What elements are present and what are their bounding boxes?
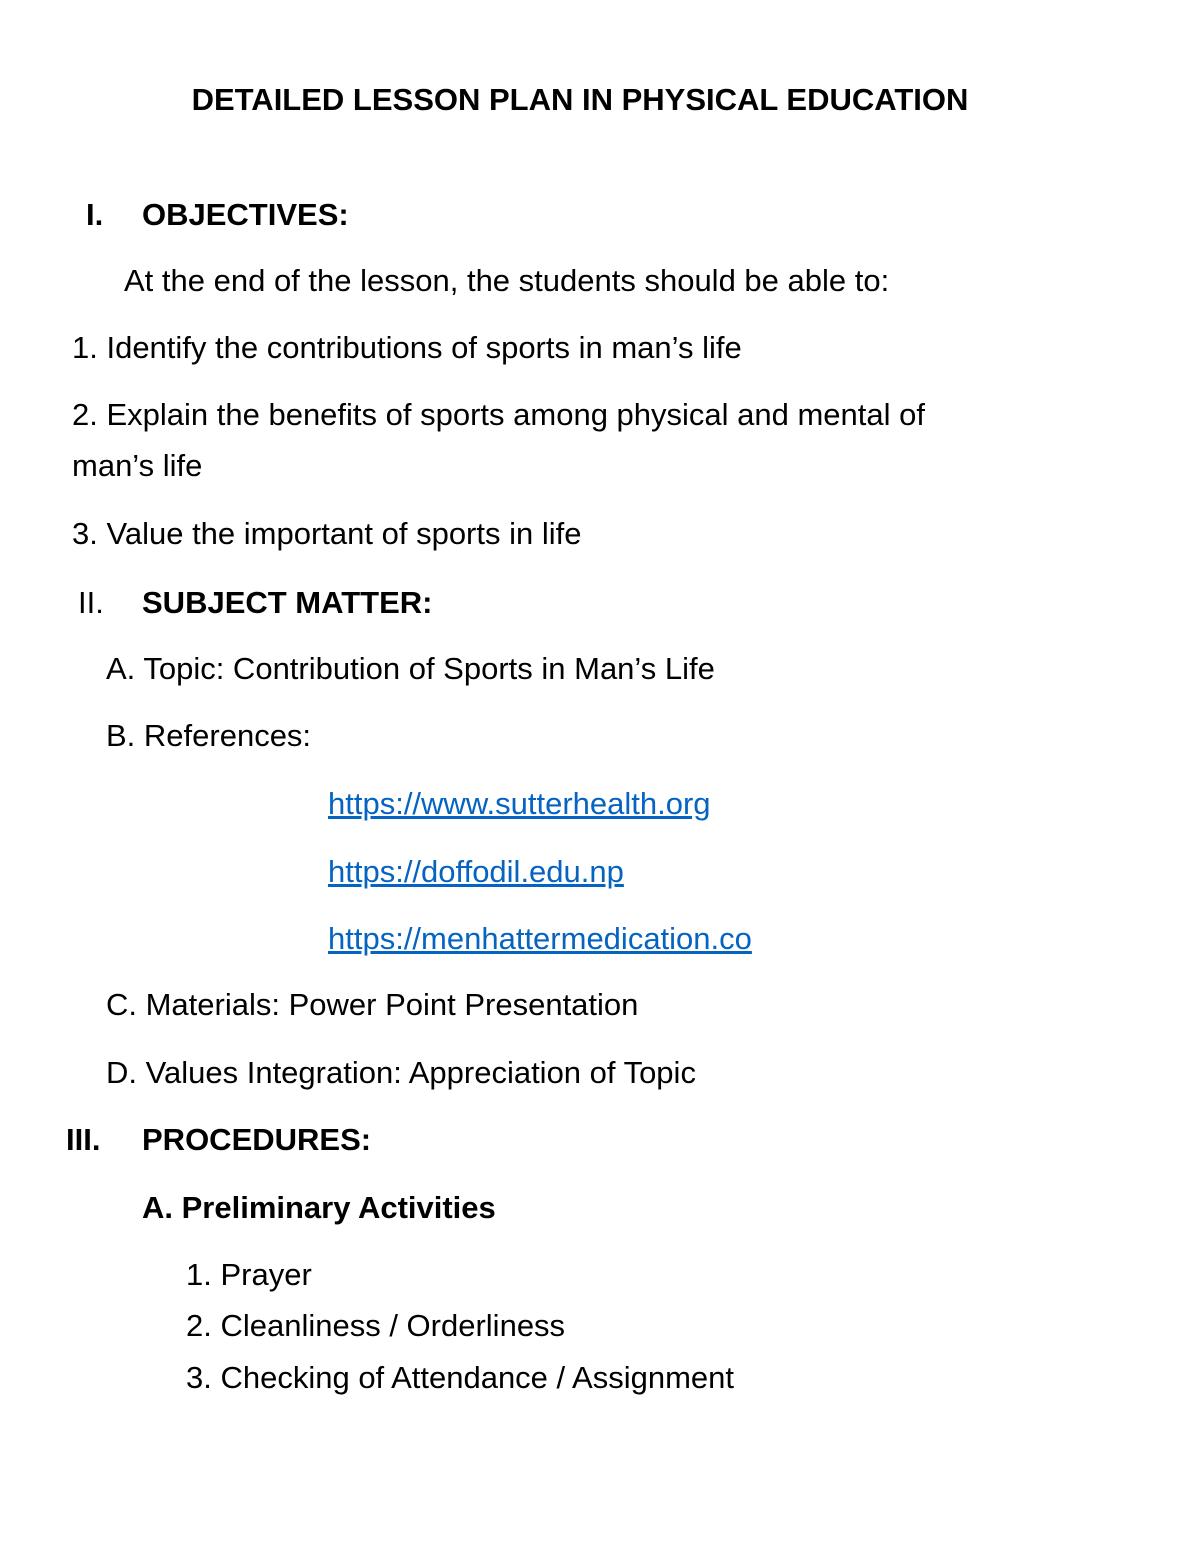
reference-link-1[interactable]: https://www.sutterhealth.org xyxy=(328,786,711,821)
subject-materials: C. Materials: Power Point Presentation xyxy=(106,987,639,1022)
section-heading-objectives: OBJECTIVES: xyxy=(142,197,349,232)
section-numeral-subject-matter: II. xyxy=(78,585,104,620)
subject-topic: A. Topic: Contribution of Sports in Man’s Life xyxy=(106,651,715,686)
document-title: DETAILED LESSON PLAN IN PHYSICAL EDUCATION xyxy=(191,82,969,117)
objective-item-2-continuation: man’s life xyxy=(72,448,203,483)
section-numeral-procedures: III. xyxy=(66,1122,101,1157)
section-heading-procedures: PROCEDURES: xyxy=(142,1122,372,1157)
reference-link-2[interactable]: https://doffodil.edu.np xyxy=(328,854,624,889)
reference-link-1-wrapper xyxy=(328,784,711,824)
reference-link-2-wrapper xyxy=(328,852,624,892)
objective-item-2: 2. Explain the benefits of sports among physical and mental of xyxy=(72,397,925,432)
subject-references-label: B. References: xyxy=(106,718,312,753)
reference-link-3[interactable]: https://menhattermedication.co xyxy=(328,921,752,956)
procedure-item-2: 2. Cleanliness / Orderliness xyxy=(186,1308,566,1343)
section-numeral-objectives: I. xyxy=(86,197,104,232)
subject-values-integration: D. Values Integration: Appreciation of Topic xyxy=(106,1055,696,1090)
procedure-item-3: 3. Checking of Attendance / Assignment xyxy=(186,1360,735,1395)
objectives-intro: At the end of the lesson, the students should be able to: xyxy=(124,263,890,298)
objective-item-3: 3. Value the important of sports in life xyxy=(72,516,582,551)
procedure-item-1: 1. Prayer xyxy=(186,1257,312,1292)
section-heading-subject-matter: SUBJECT MATTER: xyxy=(142,585,433,620)
reference-link-3-wrapper xyxy=(328,919,752,959)
procedures-subheading: A. Preliminary Activities xyxy=(142,1190,496,1225)
objective-item-1: 1. Identify the contributions of sports in man’s life xyxy=(72,330,742,365)
